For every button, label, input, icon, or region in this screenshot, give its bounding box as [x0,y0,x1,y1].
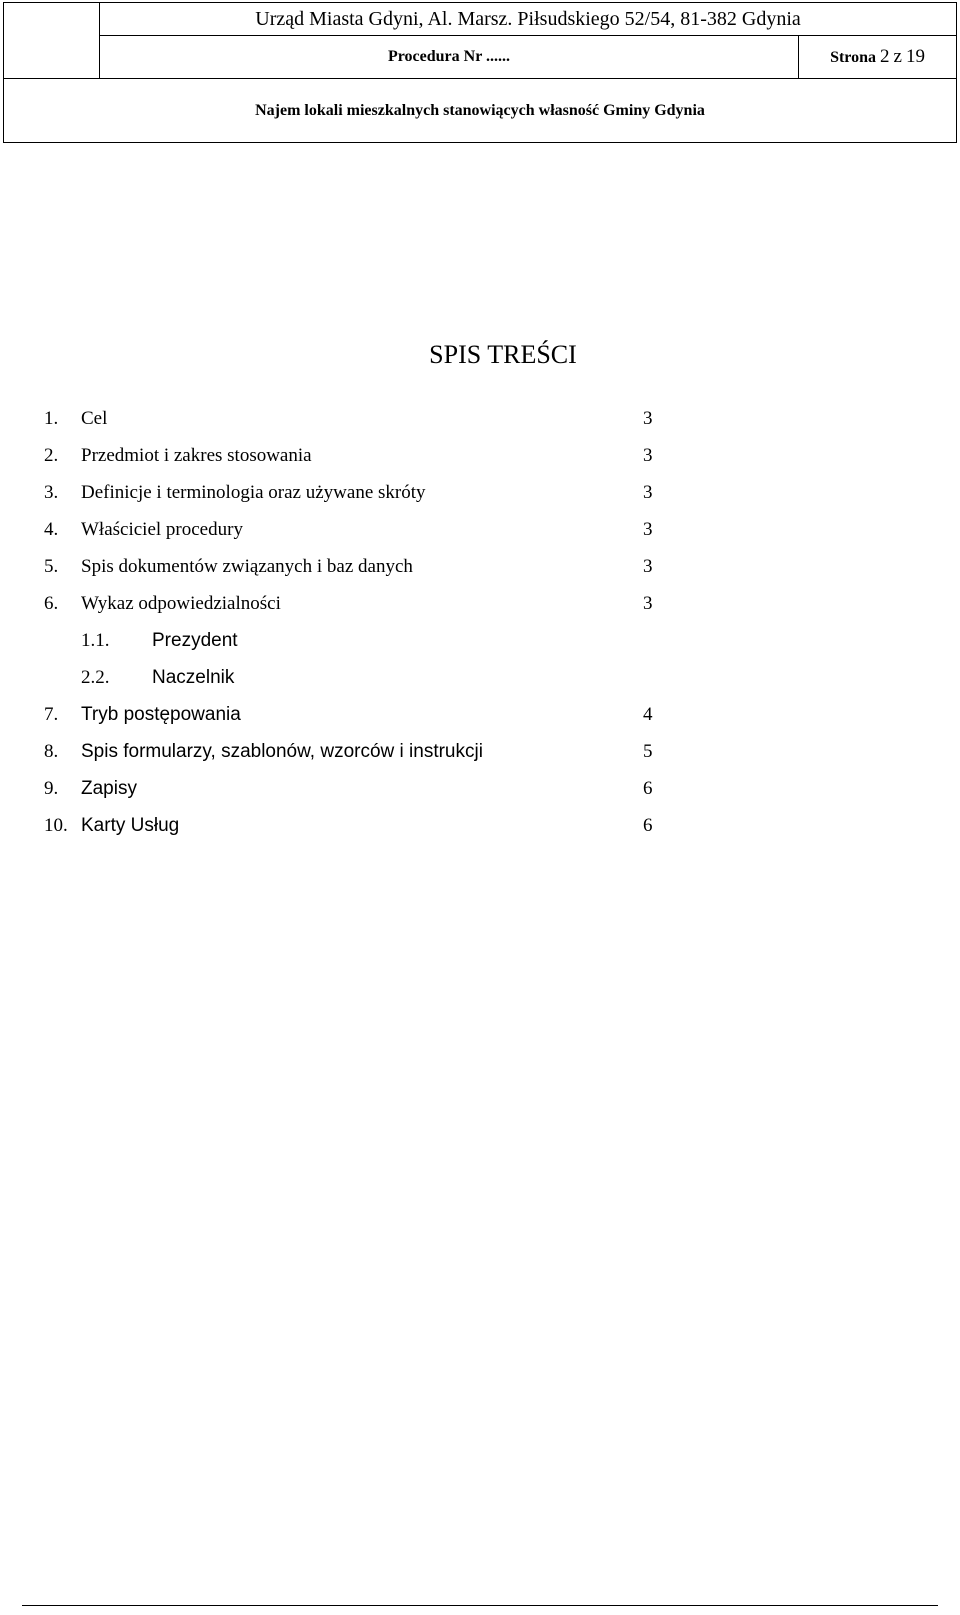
page-indicator [799,36,957,79]
toc-item[interactable] [0,437,960,474]
toc-item-number: 6. [44,593,59,614]
toc-subitem[interactable] [0,622,960,659]
toc-item-number: 1. [44,408,59,429]
toc-item-page: 3 [643,445,653,466]
page-total: 19 [905,46,925,67]
toc-subitem[interactable] [0,659,960,696]
toc-item[interactable] [0,400,960,437]
toc-item-number: 2. [44,445,59,466]
toc-item-page: 3 [643,556,653,577]
toc-item[interactable] [0,807,960,844]
page-label: Strona [830,49,876,66]
toc-item-page: 3 [643,519,653,540]
toc-item[interactable] [0,474,960,511]
toc-item-label: Naczelnik [152,667,235,688]
toc-item-number: 9. [44,778,59,799]
toc-item-number: 4. [44,519,59,540]
toc-item-label: Spis dokumentów związanych i baz danych [81,556,413,577]
procedure-title: Najem lokali mieszkalnych stanowiących własność Gminy Gdynia [4,79,957,143]
toc-item-label: Właściciel procedury [81,519,243,540]
page-current: 2 [880,46,890,67]
toc-item-label: Przedmiot i zakres stosowania [81,445,312,466]
toc-item-number: 8. [44,741,59,762]
toc-item-label: Zapisy [81,778,137,799]
toc-item[interactable] [0,696,960,733]
toc-item[interactable] [0,511,960,548]
toc-item-page: 3 [643,482,653,503]
page-of: z [893,46,902,67]
footer-divider [22,1605,938,1606]
logo-placeholder [4,3,100,79]
toc-item-page: 3 [643,593,653,614]
toc-item-page: 5 [643,741,653,762]
toc-heading: SPIS TREŚCI [429,340,577,369]
toc-item-number: 10. [44,815,68,836]
toc-item-number: 3. [44,482,59,503]
office-address: Urząd Miasta Gdyni, Al. Marsz. Piłsudskiego 52/54, 81-382 Gdynia [100,3,957,36]
toc-item[interactable] [0,733,960,770]
toc-item-number: 2.2. [81,667,110,688]
toc-item-label: Cel [81,408,108,429]
toc-item-label: Wykaz odpowiedzialności [81,593,281,614]
toc-item[interactable] [0,585,960,622]
toc-item-label: Tryb postępowania [81,704,241,725]
toc-item-number: 7. [44,704,59,725]
toc-item-label: Spis formularzy, szablonów, wzorców i instrukcji [81,741,483,762]
toc-item-label: Karty Usług [81,815,180,836]
toc-item-page: 3 [643,408,653,429]
toc-item-label: Prezydent [152,630,238,651]
toc-item-page: 6 [643,778,653,799]
toc-item-number: 5. [44,556,59,577]
document-header [3,2,957,143]
toc-item-page: 6 [643,815,653,836]
toc-item[interactable] [0,770,960,807]
toc-item[interactable] [0,548,960,585]
toc-item-label: Definicje i terminologia oraz używane skróty [81,482,426,503]
procedure-number: Procedura Nr ...... [100,36,799,79]
toc-item-number: 1.1. [81,630,110,651]
toc-item-page: 4 [643,704,653,725]
